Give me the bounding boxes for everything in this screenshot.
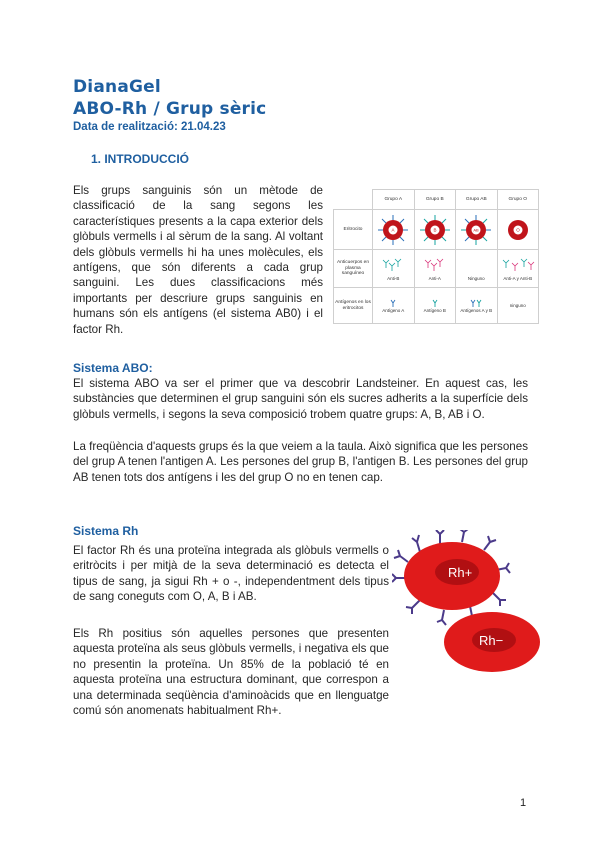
rh-cells-illustration <box>392 530 552 690</box>
rh-positive-label: Rh+ <box>448 565 473 580</box>
document-title: ABO-Rh / Grup sèric <box>73 99 267 119</box>
table-corner <box>334 190 373 210</box>
red-cell-ab-icon <box>458 213 494 247</box>
erythrocyte-ab-cell <box>456 210 498 250</box>
anti-a-antibody-icon <box>420 256 450 276</box>
antibody-label: Anti-B <box>387 276 400 281</box>
intro-paragraph: Els grups sanguinis són un mètode de classificació de la sang segons les característiques presents a la capa exterior dels glòbuls vermells i al sèrum de la sang. Al voltant dels glòbuls vermells hi ha unes molècules, els antígens, que són diferents a cada grup sanguini. Les dues classificacions més importants per descriure grups sanguinis en humans són els antígens (el sistema AB0) i el factor Rh. <box>73 184 323 336</box>
sistema-abo-paragraph-2: La freqüència d'aquests grups és la que veiem a la taula. Això significa que les persones del grup A tenen l'antigen A. Les persones del grup B, l'antigen B. Les persones del grup AB tenen tots dos antígens i les del grup O no en tenen cap. <box>73 440 528 484</box>
antigen-label: Antígeno B <box>423 308 446 313</box>
antibody-cell <box>414 250 456 288</box>
rh-negative-label: Rh− <box>479 633 504 648</box>
antigen-cell <box>414 288 456 324</box>
antigen-label: ninguno <box>509 303 526 308</box>
erythrocyte-a-cell <box>373 210 415 250</box>
antigen-label: Antígeno A <box>382 308 405 313</box>
page-number: 1 <box>520 797 527 809</box>
antigen-cell <box>456 288 498 324</box>
red-cell-a-icon <box>375 213 411 247</box>
antibody-label: Ninguno <box>467 276 485 281</box>
antibody-cell <box>456 250 498 288</box>
column-header: Grupo A <box>373 190 415 210</box>
erythrocyte-o-cell <box>497 210 539 250</box>
red-cell-b-icon <box>417 213 453 247</box>
antigen-label: Antígenos A y B <box>460 308 493 313</box>
column-header: Grupo AB <box>456 190 498 210</box>
sistema-abo-heading: Sistema ABO: <box>73 361 153 375</box>
antigen-ab-icon <box>466 298 486 308</box>
anti-a-and-b-antibody-icon <box>500 256 536 276</box>
cell-letter: AB <box>473 227 479 233</box>
sistema-rh-heading: Sistema Rh <box>73 524 139 538</box>
column-header: Grupo O <box>497 190 539 210</box>
antibody-cell <box>373 250 415 288</box>
antigen-cell <box>373 288 415 324</box>
cell-letter: A <box>391 227 395 233</box>
date-line: Data de realització: 21.04.23 <box>73 121 226 133</box>
sistema-rh-paragraph-1: El factor Rh és una proteïna integrada als glòbuls vermells o eritròcits i per mitjà de la seva determinació es detecta el tipus de sang, ja sigui Rh + o -, independentment dels tipus de sang coneguts com O, A, B i AB. <box>73 544 389 604</box>
row-label: Antígenos en los eritrocitos <box>334 288 373 324</box>
section-heading-introduccio: 1. INTRODUCCIÓ <box>91 152 190 166</box>
antibody-label: Anti-A y Anti-B <box>503 276 533 281</box>
sistema-rh-paragraph-2: Els Rh positius són aquelles persones que presenten aquesta proteïna als seus glòbuls vermells, i negativa els que no presentin la proteïna. Un 85% de la població té en aquesta proteïna una estructura dominant, que correspon a una determinada seqüència d'aminoàcids que en llenguatge comú són anomenats habitualment Rh+. <box>73 627 389 718</box>
antigen-a-icon <box>383 298 403 308</box>
row-label: Eritrocito <box>334 210 373 250</box>
anti-b-antibody-icon <box>378 256 408 276</box>
antibody-cell <box>497 250 539 288</box>
cell-letter: O <box>515 227 520 233</box>
erythrocyte-b-cell <box>414 210 456 250</box>
red-cell-o-icon <box>500 213 536 247</box>
abo-blood-group-table <box>333 189 539 324</box>
antigen-b-icon <box>425 298 445 308</box>
antibody-label: Anti-A <box>428 276 441 281</box>
cell-letter: B <box>433 227 437 233</box>
sistema-abo-paragraph-1: El sistema ABO va ser el primer que va descobrir Landsteiner. En aquest cas, les substàncies que determinen el grup sanguini són els sucres adherits a la superfície dels glòbuls vermells, i segons la seva composició trobem quatre grups: A, B, AB i O. <box>73 377 528 421</box>
column-header: Grupo B <box>414 190 456 210</box>
row-label: Anticuerpos en plasma sanguíneo <box>334 250 373 288</box>
brand-title: DianaGel <box>73 77 161 97</box>
antigen-cell <box>497 288 539 324</box>
